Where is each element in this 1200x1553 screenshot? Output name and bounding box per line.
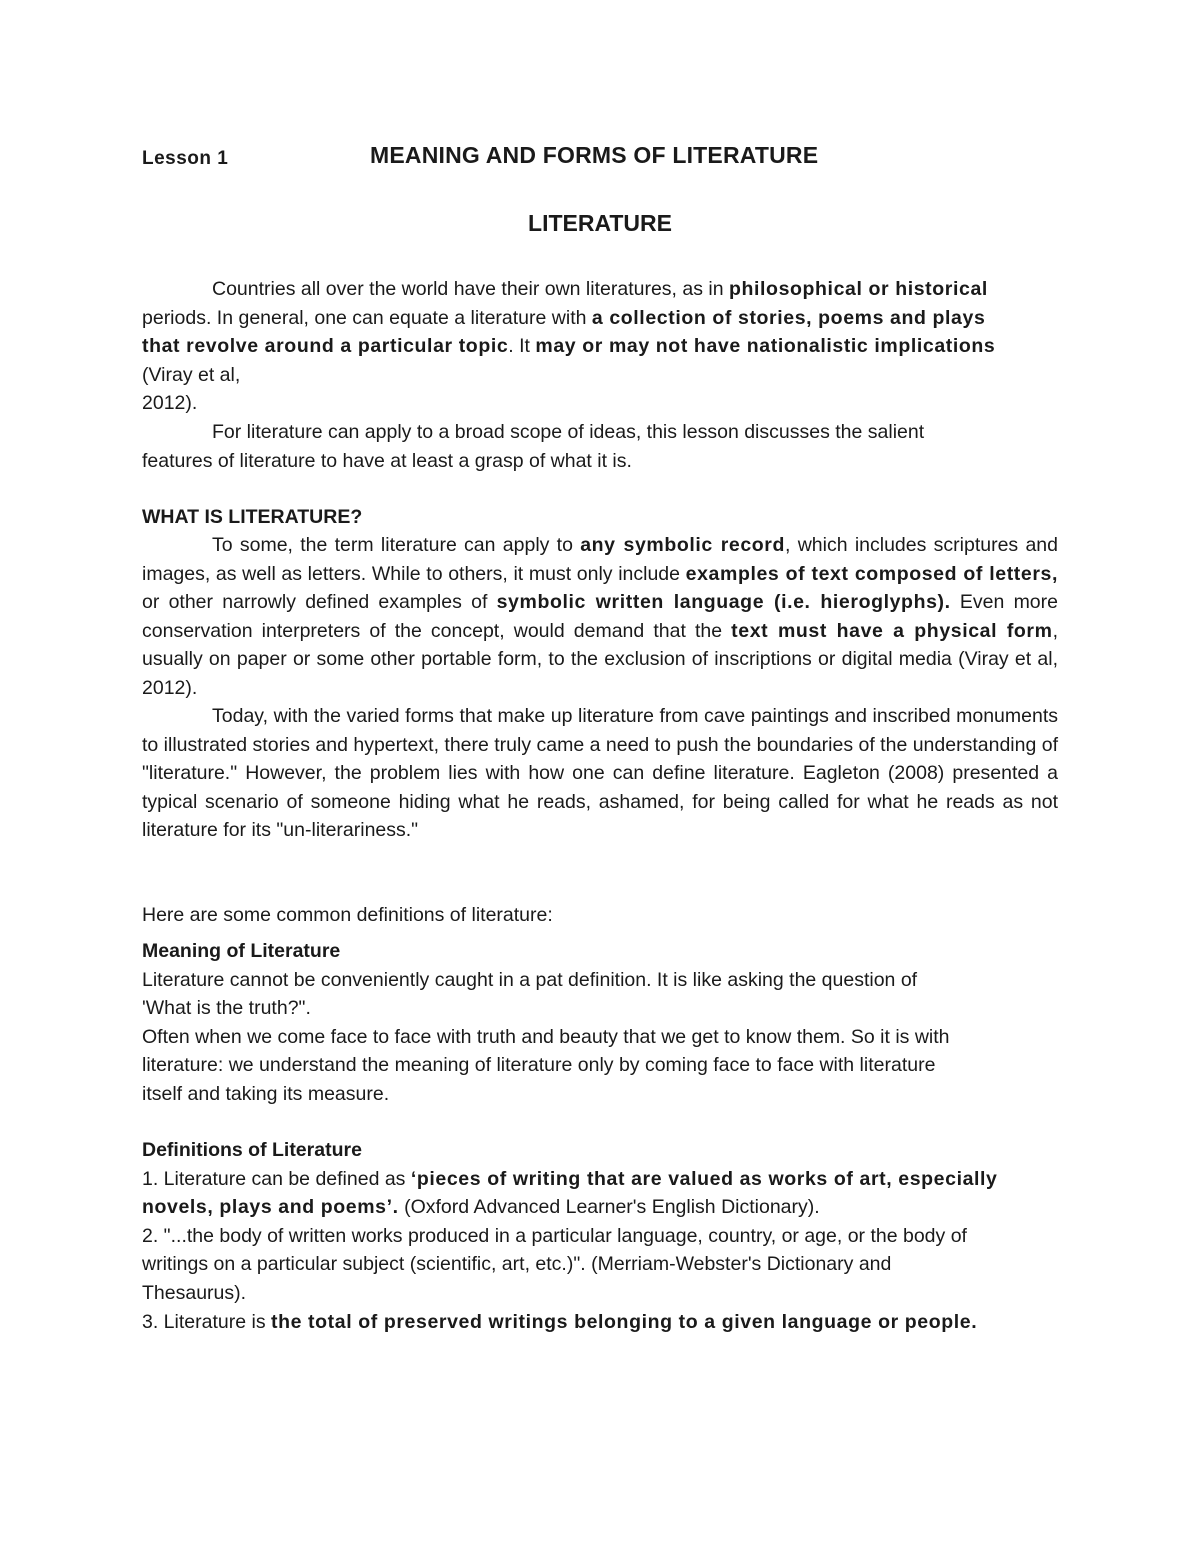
definition-emphasis: ‘pieces of writing that are valued as works of art, especially <box>410 1167 998 1190</box>
what-is-text: or other narrowly defined examples of <box>142 591 497 614</box>
definition-2-line1 <box>142 1222 1058 1251</box>
intro-text: periods. In general, one can equate a literature with <box>142 306 592 329</box>
definition-number: 2. <box>142 1224 159 1247</box>
definitions-heading: Definitions of Literature <box>142 1139 362 1161</box>
definition-emphasis: the total of preserved writings belonging to a given language or people. <box>270 1310 978 1333</box>
what-is-emphasis: symbolic written language (i.e. hieroglyphs). <box>496 591 951 614</box>
lesson-label: Lesson 1 <box>142 148 229 169</box>
intro-emphasis: that revolve around a particular topic <box>142 335 509 358</box>
intro-citation-year: 2012). <box>142 392 198 415</box>
definition-1-line2 <box>142 1193 1058 1222</box>
what-is-emphasis: any symbolic record <box>580 534 785 556</box>
what-is-text: Even more conservation interpreters of the concept, would demand that the <box>142 591 1058 642</box>
document-page <box>142 0 1058 1553</box>
intro-emphasis: philosophical or historical <box>729 278 988 300</box>
meaning-section <box>142 937 1058 1109</box>
intro-citation: (Viray et al, <box>142 363 241 386</box>
meaning-line: literature: we understand the meaning of literature only by coming face to face with literature <box>142 1054 936 1077</box>
lesson-title: MEANING AND FORMS OF LITERATURE <box>370 142 819 168</box>
what-is-text: , which includes scriptures and images, as well as letters. While to others, it must only include <box>142 534 1058 585</box>
intro-emphasis: may or may not have nationalistic implications <box>535 335 996 358</box>
what-is-literature-heading: WHAT IS LITERATURE? <box>142 506 363 528</box>
definition-number: 3. <box>142 1310 159 1333</box>
definition-emphasis: novels, plays and poems’. <box>142 1196 399 1219</box>
definition-text: Literature can be defined as <box>158 1167 411 1190</box>
definition-1-line1 <box>142 1165 1058 1194</box>
intro-text: . It <box>508 335 536 358</box>
what-is-paragraph-2: Today, with the varied forms that make up literature from cave paintings and inscribed monuments to illustrated stories and hypertext, there truly came a need to push the boundaries of the understanding of "literature." However, the problem lies with how one can define literature. Eagleton (2008) presented a typical scenario of someone hiding what he reads, ashamed, for being called for what he reads as not literature for its "un-literariness." <box>142 705 1058 842</box>
intro-text: Countries all over the world have their own literatures, as in <box>212 278 729 300</box>
definition-text: "...the body of written works produced in a particular language, country, or age, or the body of <box>158 1224 967 1247</box>
definition-number: 1. <box>142 1167 159 1190</box>
intro-emphasis: a collection of stories, poems and plays <box>591 306 986 329</box>
meaning-line: itself and taking its measure. <box>142 1082 390 1105</box>
definition-2-line2: writings on a particular subject (scientific, art, etc.)". (Merriam-Webster's Dictionary and <box>142 1253 892 1276</box>
what-is-emphasis: examples of text composed of letters, <box>685 562 1058 585</box>
definition-2-line3: Thesaurus). <box>142 1281 247 1304</box>
common-definitions-intro: Here are some common definitions of literature: <box>142 904 553 926</box>
definition-text: (Oxford Advanced Learner's English Dictionary). <box>398 1196 820 1219</box>
section-title: LITERATURE <box>528 210 672 236</box>
meaning-line: Literature cannot be conveniently caught in a pat definition. It is like asking the question of <box>142 968 918 991</box>
intro-second-paragraph-line1: For literature can apply to a broad scope of ideas, this lesson discusses the salient <box>212 420 925 443</box>
meaning-line: Often when we come face to face with truth and beauty that we get to know them. So it is with <box>142 1025 950 1048</box>
what-is-text: To some, the term literature can apply to <box>212 534 581 556</box>
what-is-text: , usually on paper or some other portable form, to the exclusion of inscriptions or digital media (Viray et al, 2012). <box>142 619 1058 699</box>
intro-paragraph <box>142 275 1058 475</box>
definition-3-line1 <box>142 1308 1058 1337</box>
intro-second-paragraph-line2: features of literature to have at least a grasp of what it is. <box>142 449 632 472</box>
what-is-emphasis: text must have a physical form <box>731 619 1053 642</box>
meaning-heading: Meaning of Literature <box>142 940 341 962</box>
definition-text: Literature is <box>158 1310 271 1333</box>
what-is-paragraph-1 <box>142 531 1058 703</box>
meaning-line: 'What is the truth?". <box>142 997 311 1020</box>
definitions-section <box>142 1136 1058 1336</box>
